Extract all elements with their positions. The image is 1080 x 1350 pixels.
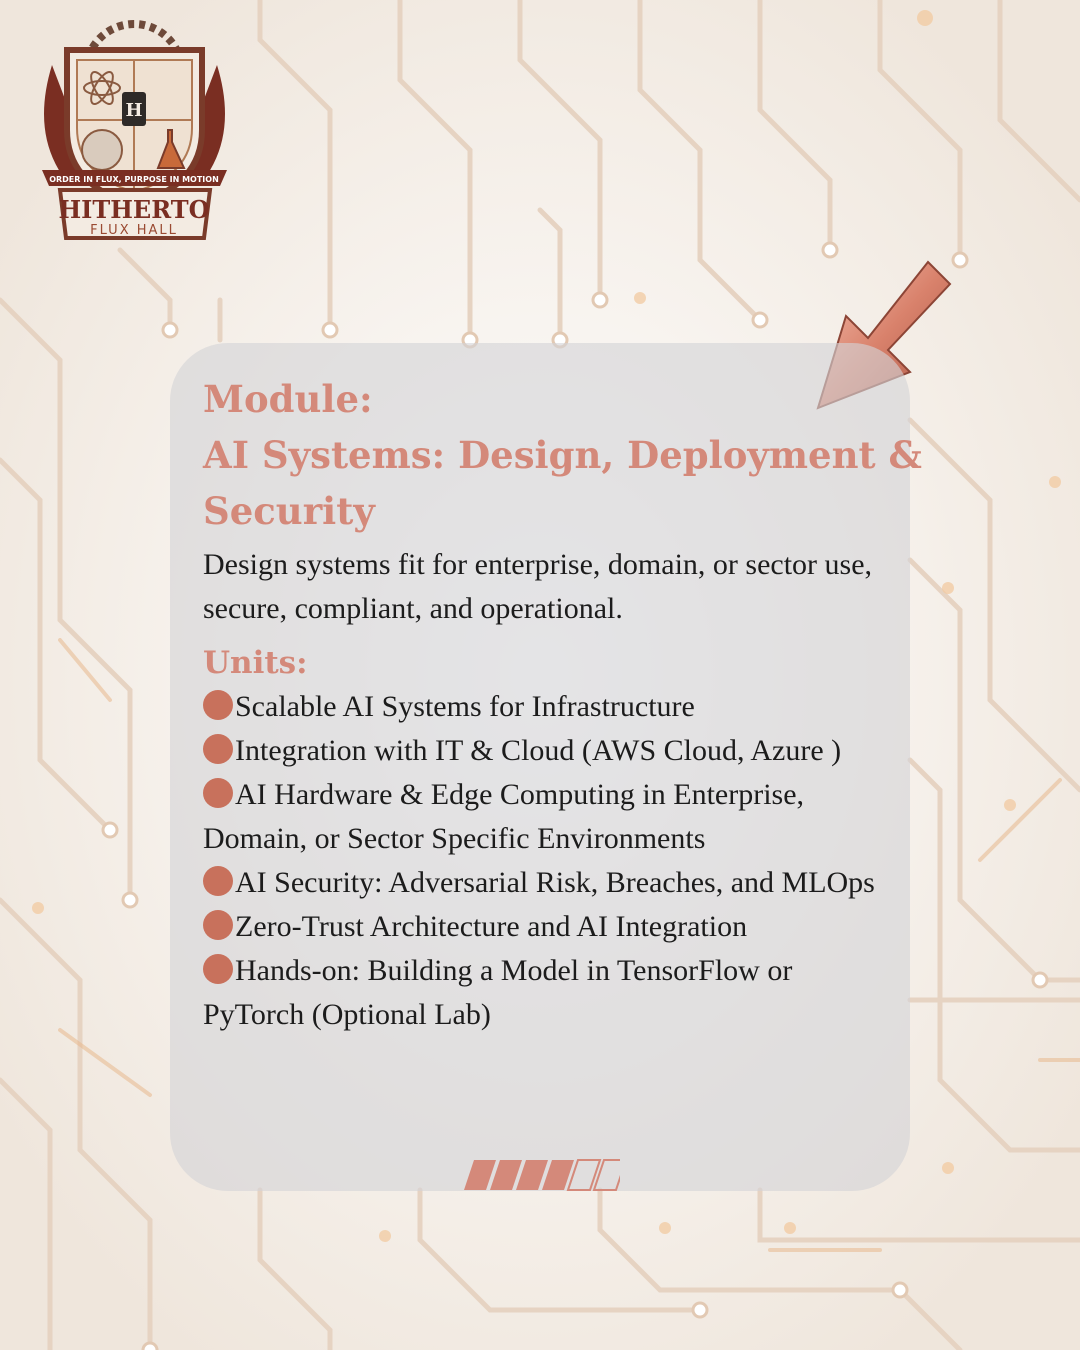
crest-motto: ORDER IN FLUX, PURPOSE IN MOTION: [49, 175, 219, 184]
list-item: [203, 773, 893, 861]
unit-text: AI Security: Adversarial Risk, Breaches, and MLOps: [235, 866, 875, 899]
unit-text: Integration with IT & Cloud (AWS Cloud, Azure ): [235, 734, 842, 767]
unit-text: Scalable AI Systems for Infrastructure: [235, 690, 695, 723]
units-label: Units:: [203, 645, 308, 681]
module-label: Module:: [203, 377, 373, 421]
module-description: Design systems fit for enterprise, domain, or sector use, secure, compliant, and operational.: [203, 548, 873, 625]
list-item: [203, 905, 893, 949]
list-item: [203, 685, 893, 729]
crest-monogram: H: [125, 100, 143, 121]
list-item: [203, 729, 893, 773]
progress-segment-filled: [516, 1160, 548, 1190]
unit-text: Zero-Trust Architecture and AI Integration: [235, 910, 748, 943]
module-title: AI Systems: Design, Deployment & Security: [203, 433, 922, 533]
progress-segment-filled: [464, 1160, 496, 1190]
crest-subname: FLUX HALL: [90, 223, 178, 238]
list-item: [203, 861, 893, 905]
unit-text: Hands-on: Building a Model in TensorFlow or PyTorch (Optional Lab): [203, 954, 793, 1031]
crest-logo: [22, 10, 247, 255]
bullet-dot-icon: [203, 690, 233, 720]
bullet-dot-icon: [203, 778, 233, 808]
progress-indicator: [460, 1158, 620, 1192]
crest-name: HITHERTO: [58, 195, 210, 224]
unit-text: AI Hardware & Edge Computing in Enterprise, Domain, or Sector Specific Environments: [203, 778, 805, 855]
bullet-dot-icon: [203, 866, 233, 896]
bullet-dot-icon: [203, 734, 233, 764]
module-card: [170, 343, 922, 1191]
unit-list: [203, 685, 893, 1037]
bullet-dot-icon: [203, 910, 233, 940]
list-item: [203, 949, 893, 1037]
bullet-dot-icon: [203, 954, 233, 984]
progress-segment-filled: [490, 1160, 522, 1190]
